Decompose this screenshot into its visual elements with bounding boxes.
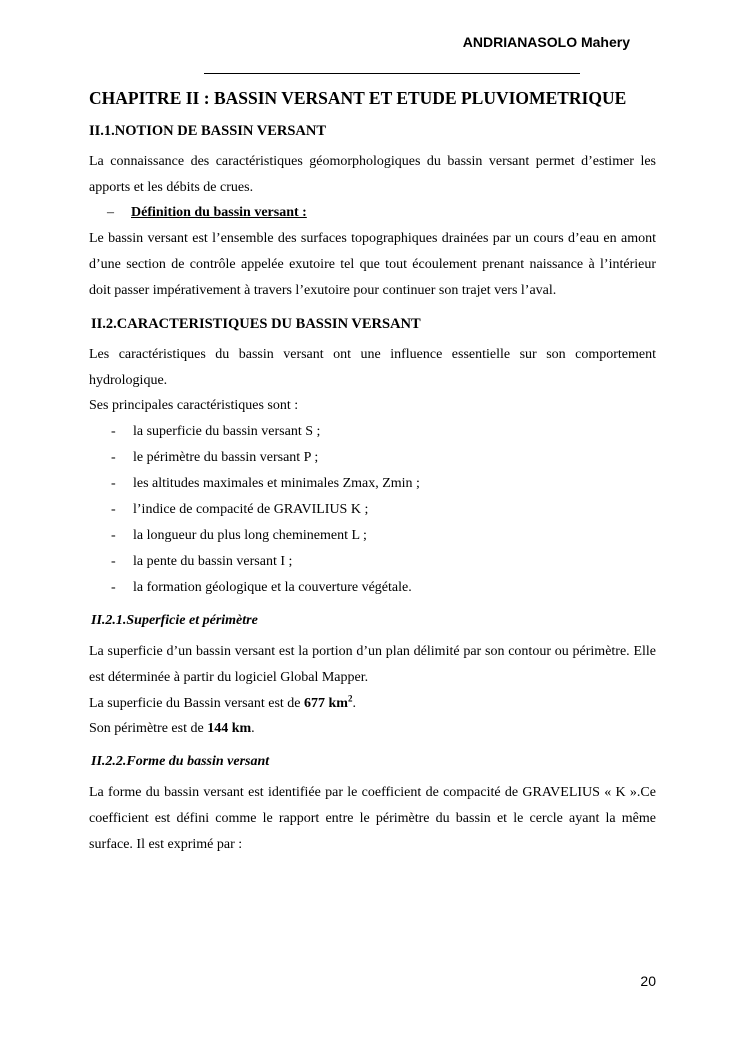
page-number: 20: [640, 973, 656, 989]
list-item-text: la formation géologique et la couverture végétale.: [133, 579, 412, 595]
list-item: [89, 575, 656, 601]
area-suffix: .: [352, 695, 356, 711]
area-value: 677 km: [304, 695, 348, 711]
definition-text: Le bassin versant est l’ensemble des surfaces topographiques drainées par un cours d’eau en amont d’une section de contrôle appelée exutoire tel que tout écoulement prenant naissance à l’intérieur doit passer impérativement à travers l’exutoire pour continuer son trajet vers l’aval.: [89, 231, 656, 298]
subsection-title-superficie: II.2.1.Superficie et périmètre: [91, 612, 258, 628]
list-item-text: l’indice de compacité de GRAVILIUS K ;: [133, 501, 369, 517]
subsection-title-forme: II.2.2.Forme du bassin versant: [91, 753, 270, 769]
list-item: [89, 471, 656, 497]
list-item: [89, 419, 656, 445]
list-dash: -: [111, 527, 116, 543]
list-item: [89, 549, 656, 575]
section-title-notion: II.1.NOTION DE BASSIN VERSANT: [89, 123, 327, 139]
definition-dash: –: [107, 205, 114, 220]
superficie-text: La superficie d’un bassin versant est la portion d’un plan délimité par son contour ou périmètre. Elle est déterminée à partir du logiciel Global Mapper.: [89, 643, 656, 685]
list-intro: Ses principales caractéristiques sont :: [89, 398, 299, 413]
list-item: [89, 445, 656, 471]
list-item-text: la superficie du bassin versant S ;: [133, 423, 321, 439]
list-item-text: la longueur du plus long cheminement L ;: [133, 527, 367, 543]
list-item-text: la pente du bassin versant I ;: [133, 553, 293, 569]
list-item: [89, 523, 656, 549]
header-author: ANDRIANASOLO Mahery: [462, 34, 630, 50]
perimeter-prefix: Son périmètre est de: [89, 721, 208, 736]
page-content: [89, 86, 656, 858]
list-dash: -: [111, 423, 116, 439]
section2-intro: Les caractéristiques du bassin versant ont une influence essentielle sur son comportement hydrologique.: [89, 347, 656, 388]
chapter-title: CHAPITRE II : BASSIN VERSANT ET ETUDE PLUVIOMETRIQUE: [89, 88, 627, 108]
list-dash: -: [111, 449, 116, 465]
section1-intro: La connaissance des caractéristiques géomorphologiques du bassin versant permet d’estimer les apports et les débits de crues.: [89, 154, 656, 195]
characteristics-list: [89, 419, 656, 601]
forme-text: La forme du bassin versant est identifiée par le coefficient de compacité de GRAVELIUS « K ».Ce coefficient est défini comme le rapport entre le périmètre du bassin et le cercle ayant la même surface. Il est exprimé par :: [89, 784, 656, 852]
perimeter-line: [89, 716, 656, 742]
list-dash: -: [111, 475, 116, 491]
section-title-caracteristiques: II.2.CARACTERISTIQUES DU BASSIN VERSANT: [91, 316, 421, 332]
list-item-text: les altitudes maximales et minimales Zmax, Zmin ;: [133, 475, 420, 491]
list-item-text: le périmètre du bassin versant P ;: [133, 449, 319, 465]
definition-label: Définition du bassin versant :: [131, 205, 307, 220]
definition-heading: [89, 200, 656, 226]
list-item: [89, 497, 656, 523]
list-dash: -: [111, 579, 116, 595]
list-dash: -: [111, 553, 116, 569]
header-rule: [204, 73, 580, 74]
area-prefix: La superficie du Bassin versant est de: [89, 695, 304, 711]
area-exponent: 2: [347, 692, 353, 703]
perimeter-suffix: .: [251, 721, 255, 736]
perimeter-value: 144 km: [207, 721, 252, 736]
list-dash: -: [111, 501, 116, 517]
area-line: [89, 691, 656, 717]
